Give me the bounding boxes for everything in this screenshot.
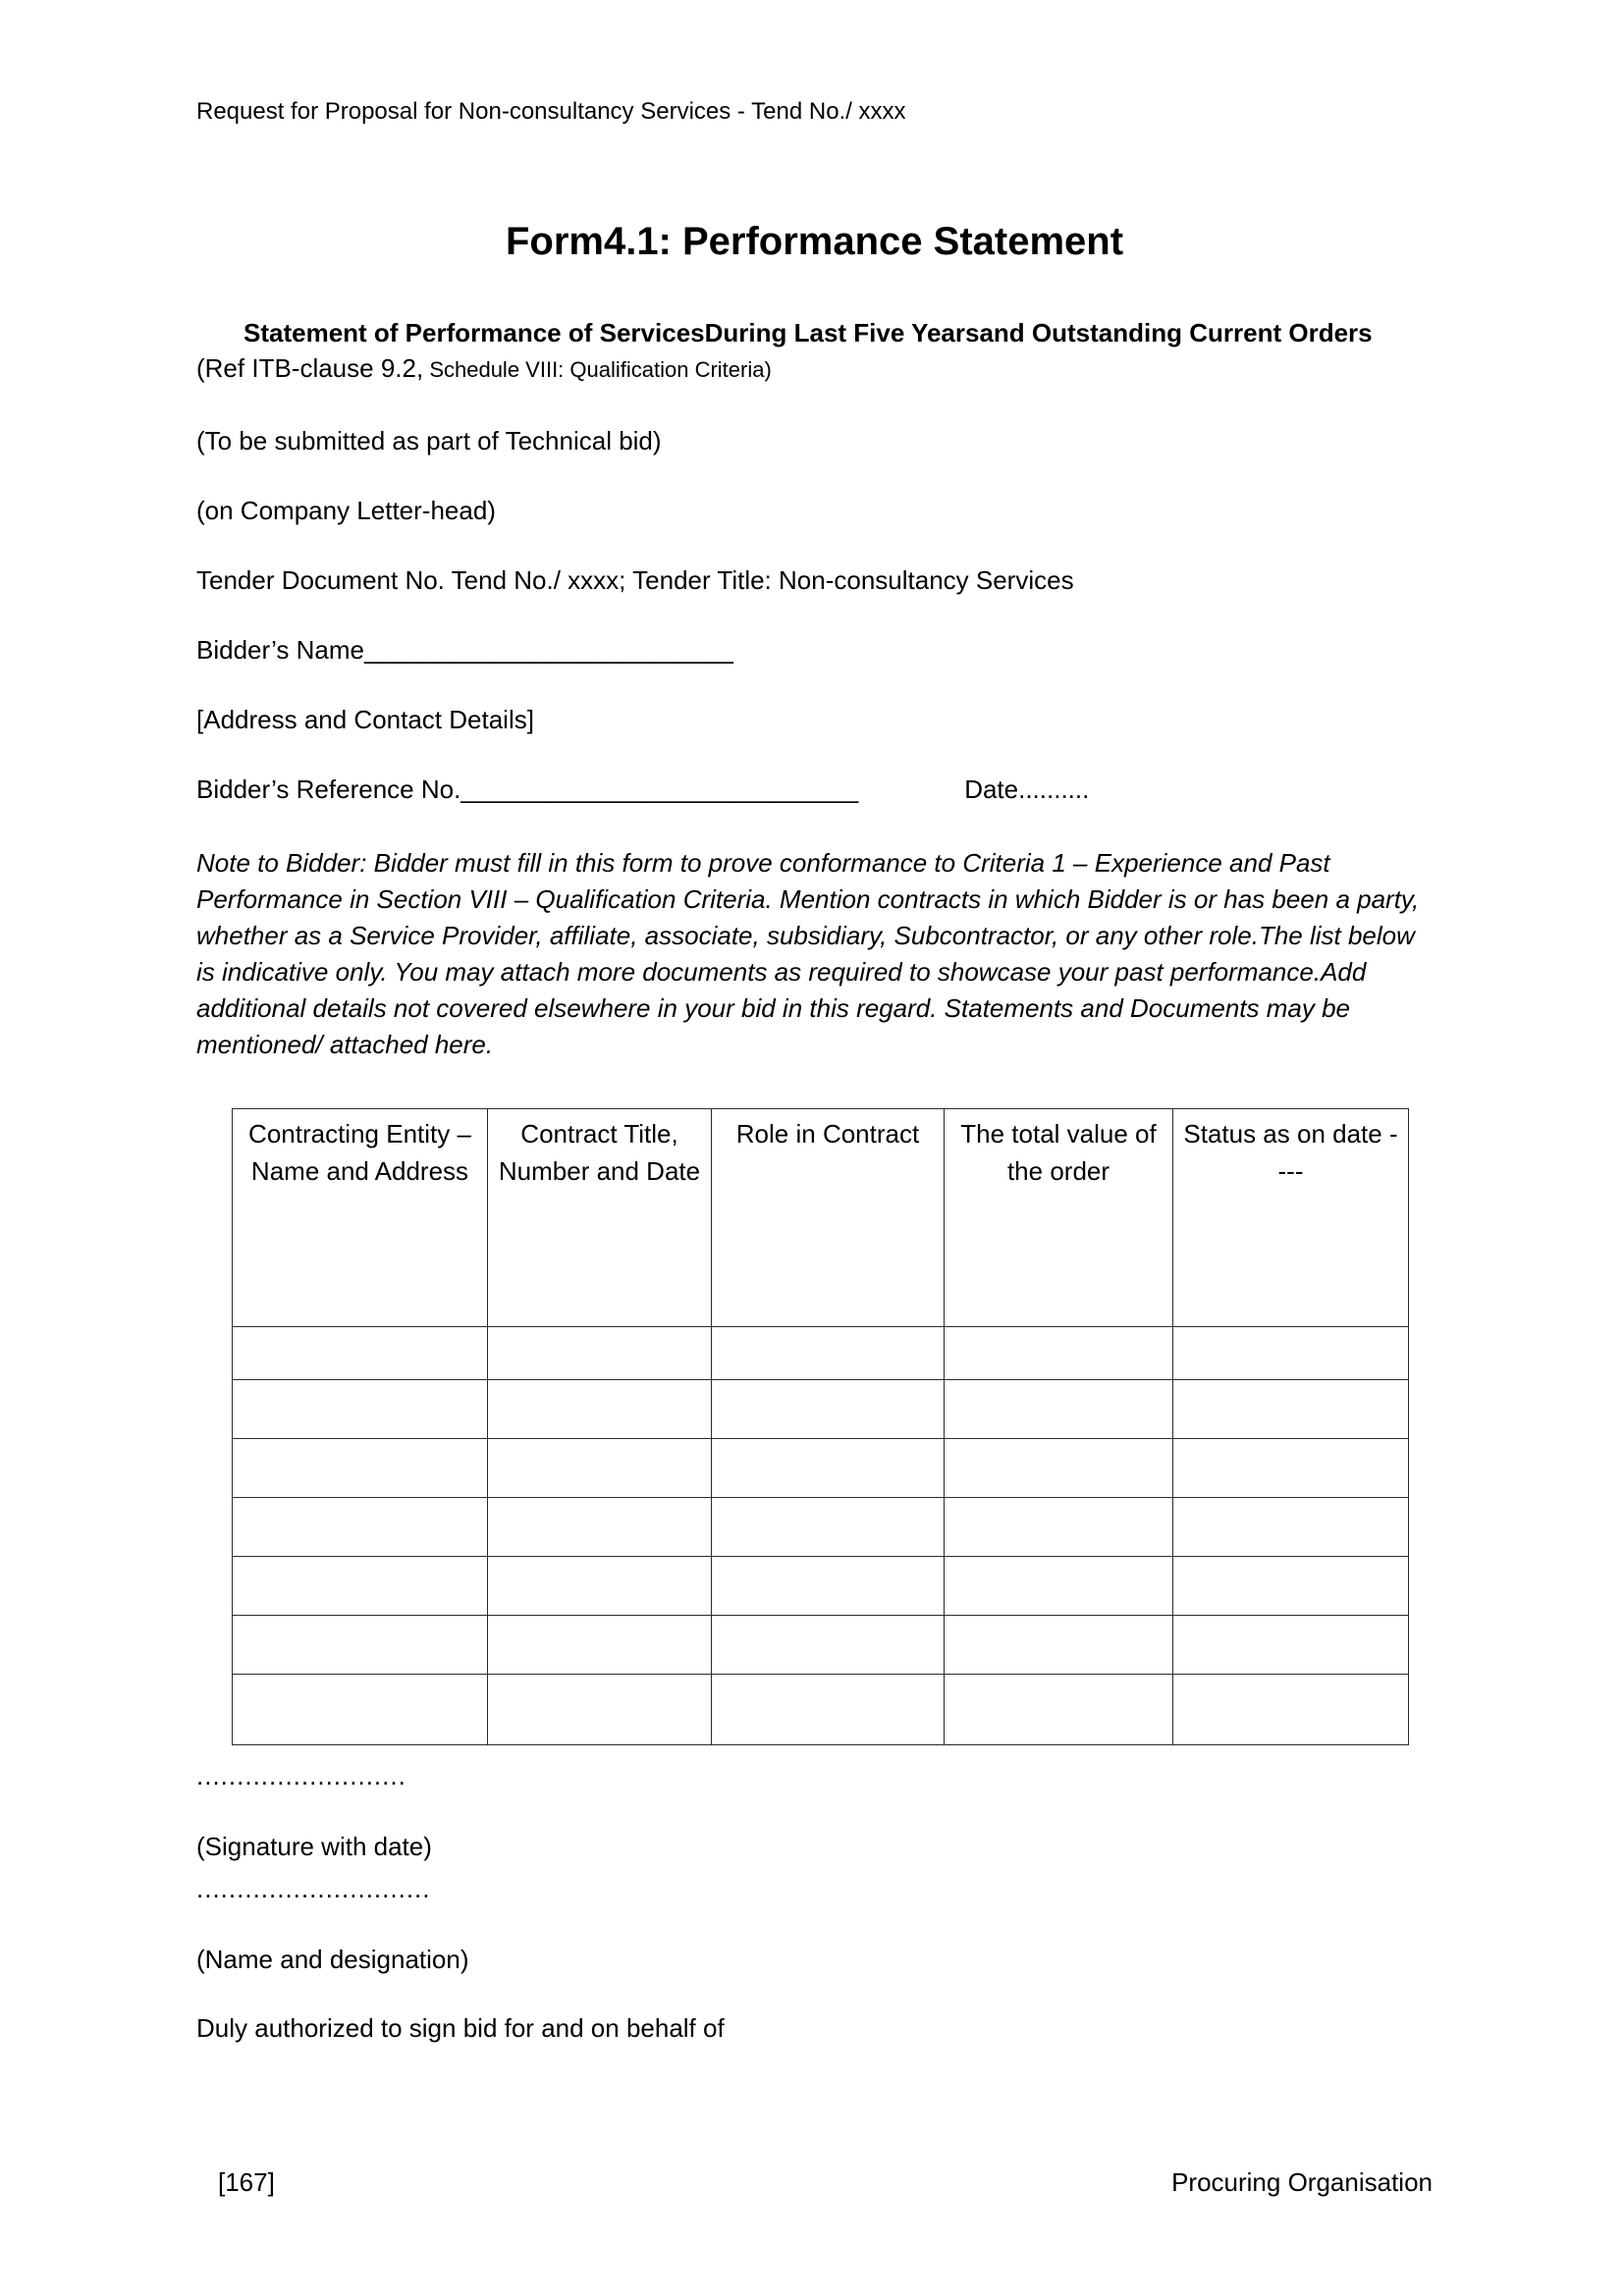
ref-clause-main: (Ref ITB-clause 9.2, [196, 353, 424, 383]
page-number: [167] [218, 2167, 275, 2197]
table-cell [712, 1675, 945, 1745]
reference-label: Bidder’s Reference No. [196, 774, 461, 804]
table-cell [233, 1498, 488, 1557]
table-cell [233, 1557, 488, 1616]
table-row [233, 1557, 1409, 1616]
table-row [233, 1380, 1409, 1439]
date-label: Date.......... [964, 774, 1090, 804]
col-header-status: Status as on date ---- [1173, 1109, 1409, 1327]
name-dots: ............................. [196, 1874, 431, 1903]
table-cell [488, 1557, 712, 1616]
table-cell [488, 1616, 712, 1675]
table-header-row [233, 1109, 1409, 1327]
name-designation-label: (Name and designation) [196, 1945, 469, 1974]
procuring-organisation: Procuring Organisation [1171, 2167, 1433, 2197]
table-cell [1173, 1675, 1409, 1745]
table-cell [488, 1439, 712, 1498]
table-cell [712, 1616, 945, 1675]
ref-clause [196, 353, 772, 383]
table-row [233, 1675, 1409, 1745]
table-cell [945, 1675, 1173, 1745]
table-cell [712, 1557, 945, 1616]
tender-document-line: Tender Document No. Tend No./ xxxx; Tender Title: Non-consultancy Services [196, 565, 1074, 595]
col-header-role-in-contract: Role in Contract [712, 1109, 945, 1327]
table-cell [1173, 1498, 1409, 1557]
table-cell [712, 1327, 945, 1380]
table-cell [1173, 1439, 1409, 1498]
table-cell [945, 1327, 1173, 1380]
address-contact-line: [Address and Contact Details] [196, 705, 534, 734]
signature-label: (Signature with date) [196, 1832, 432, 1861]
table-cell [488, 1380, 712, 1439]
table-cell [233, 1616, 488, 1675]
table-cell [488, 1327, 712, 1380]
table-cell [1173, 1616, 1409, 1675]
table-row [233, 1616, 1409, 1675]
document-header: Request for Proposal for Non-consultancy Services - Tend No./ xxxx [196, 98, 906, 125]
table-cell [233, 1380, 488, 1439]
table-cell [945, 1439, 1173, 1498]
table-cell [233, 1439, 488, 1498]
performance-table [232, 1108, 1409, 1745]
table-cell [233, 1327, 488, 1380]
ref-clause-small: Schedule VIII: Qualification Criteria) [423, 357, 772, 382]
note-to-bidder: Note to Bidder: Bidder must fill in this form to prove conformance to Criteria 1 – Experience and Past Performance in Section VIII – Qualification Criteria. Mention contracts in which Bidder is or has been a party, whether as a Service Provider, affiliate, associate, subsidiary, Subcontractor, or any other role.The list below is indicative only. You may attach more documents as required to showcase your past performance.Add additional details not covered elsewhere in your bid in this regard. Statements and Documents may be mentioned/ attached here. [196, 848, 1420, 1059]
bidder-name-line [196, 636, 1433, 664]
form-title: Form4.1: Performance Statement [505, 220, 1124, 263]
table-cell [1173, 1557, 1409, 1616]
table-cell [945, 1557, 1173, 1616]
bidder-name-label: Bidder’s Name [196, 635, 365, 665]
bidder-name-blank: __________________________ [364, 635, 733, 665]
reference-line [196, 775, 1433, 803]
statement-subtitle-block [196, 315, 1433, 388]
table-cell [233, 1675, 488, 1745]
table-row [233, 1439, 1409, 1498]
table-cell [488, 1675, 712, 1745]
table-cell [712, 1380, 945, 1439]
table-cell [1173, 1380, 1409, 1439]
letterhead-line: (on Company Letter-head) [196, 496, 496, 525]
document-footer [196, 2167, 1433, 2198]
table-cell [712, 1439, 945, 1498]
table-cell [488, 1498, 712, 1557]
table-row [233, 1327, 1409, 1380]
table-row [233, 1498, 1409, 1557]
table-cell [712, 1498, 945, 1557]
table-cell [945, 1380, 1173, 1439]
table-cell [945, 1616, 1173, 1675]
reference-blank: ____________________________ [460, 774, 859, 804]
col-header-contracting-entity: Contracting Entity – Name and Address [233, 1109, 488, 1327]
authorized-line: Duly authorized to sign bid for and on behalf of [196, 2013, 725, 2043]
statement-subtitle: Statement of Performance of ServicesDuring Last Five Yearsand Outstanding Current Orders [244, 318, 1373, 347]
table-cell [945, 1498, 1173, 1557]
col-header-total-value: The total value of the order [945, 1109, 1173, 1327]
table-cell [1173, 1327, 1409, 1380]
col-header-contract-title: Contract Title, Number and Date [488, 1109, 712, 1327]
technical-bid-line: (To be submitted as part of Technical bid) [196, 426, 662, 455]
signature-dots: .......................... [196, 1761, 406, 1790]
